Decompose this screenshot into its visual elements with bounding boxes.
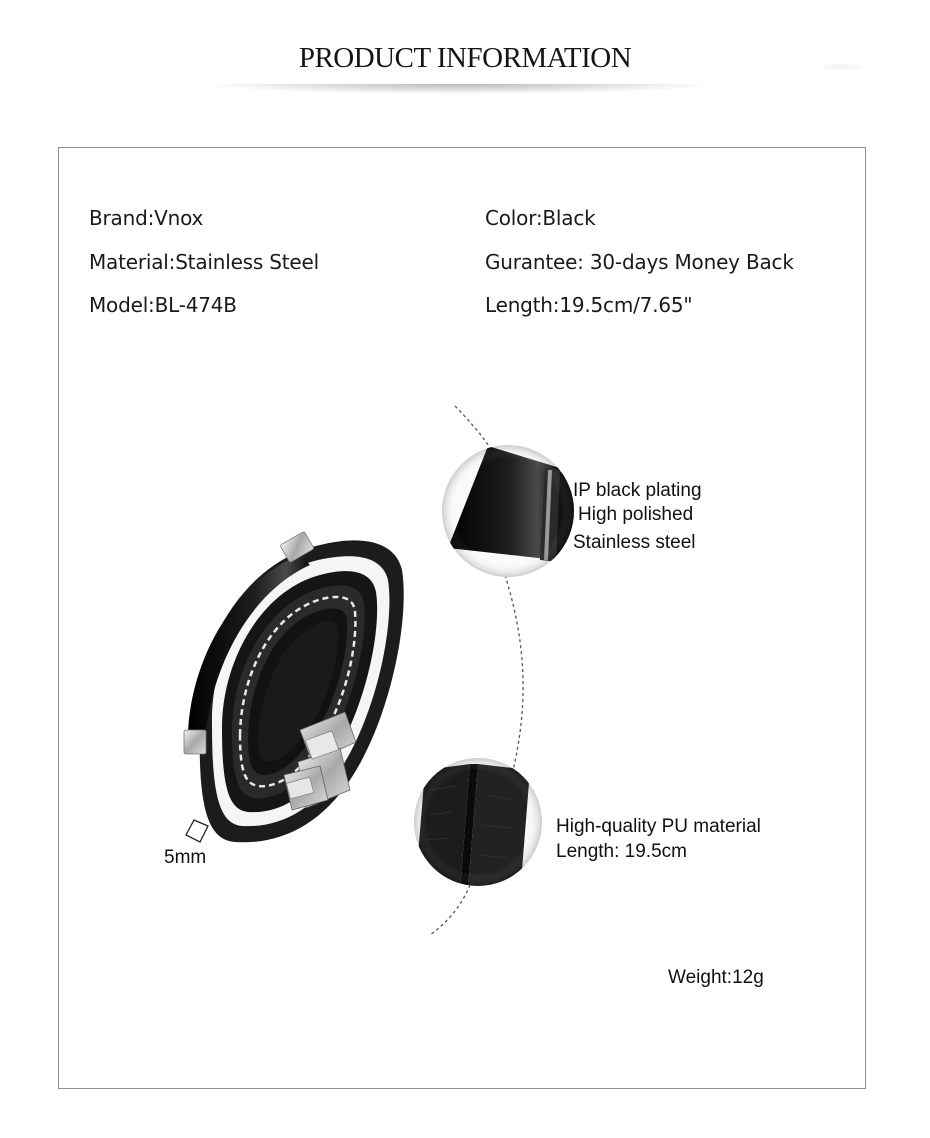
spec-length: Length:19.5cm/7.65" — [485, 293, 693, 317]
spec-color: Color:Black — [485, 206, 596, 230]
callout-plating-line-2: High polished — [578, 504, 694, 525]
page-title: PRODUCT INFORMATION — [298, 42, 632, 74]
width-label: 5mm — [164, 847, 207, 868]
spec-brand: Brand:Vnox — [89, 206, 204, 230]
callout-plating-line-1: IP black plating — [573, 480, 702, 501]
leather-detail-circle — [400, 750, 560, 900]
spec-model: Model:BL-474B — [89, 293, 237, 317]
bracelet-image — [184, 531, 404, 842]
spec-guarantee: Gurantee: 30-days Money Back — [485, 250, 794, 274]
callout-material-line-1: High-quality PU material — [556, 816, 761, 837]
callout-plating-line-3: Stainless steel — [573, 532, 696, 553]
plate-detail-circle — [430, 430, 590, 600]
width-marker-icon — [186, 820, 208, 842]
spec-material: Material:Stainless Steel — [89, 250, 319, 274]
callout-material-line-2: Length: 19.5cm — [556, 841, 687, 862]
weight-label: Weight:12g — [668, 967, 764, 988]
